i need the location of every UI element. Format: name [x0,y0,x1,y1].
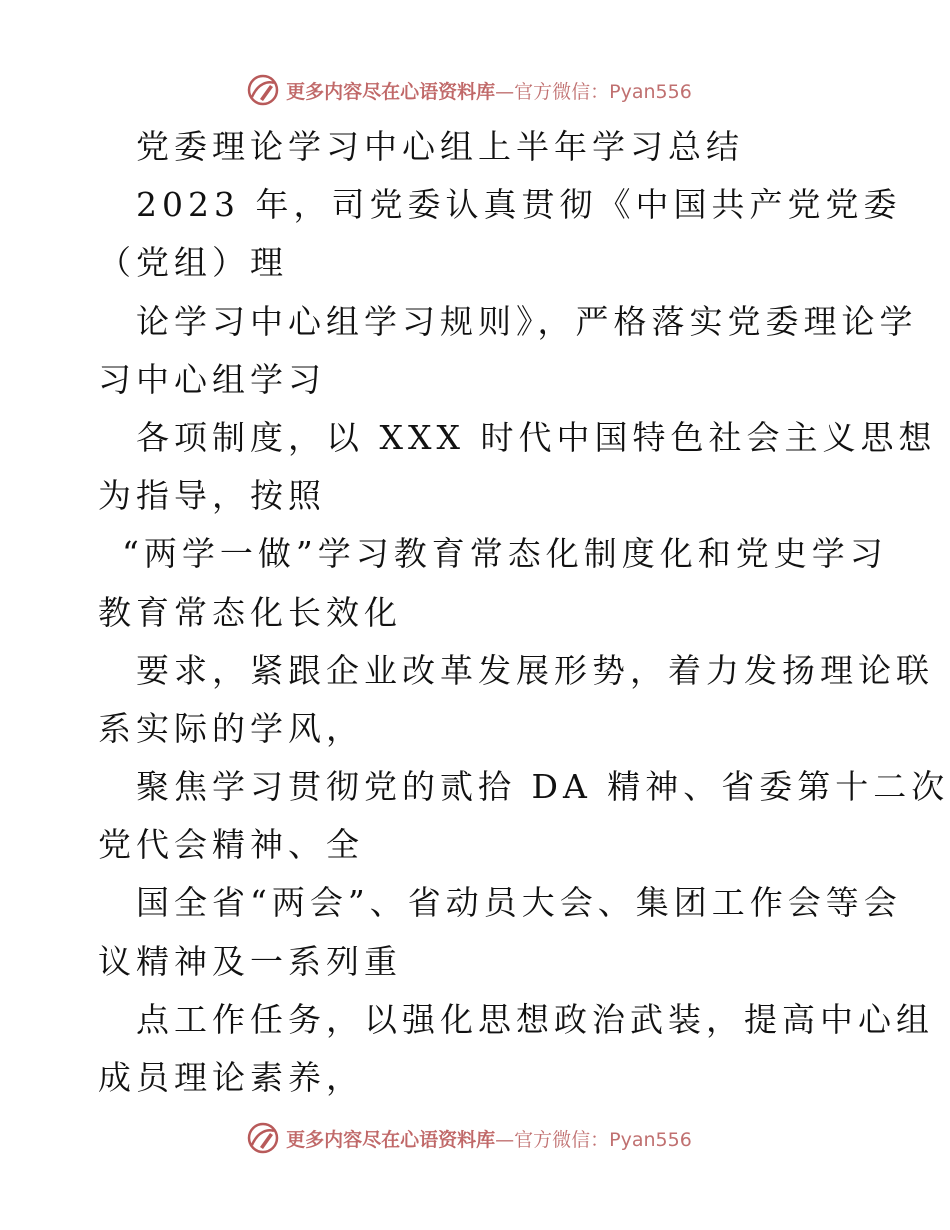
header-watermark-text [286,77,692,104]
document-body [98,118,950,1107]
pen-logo-icon [246,1121,280,1155]
footer-watermark-inner [246,1121,692,1155]
paragraph-line: 议精神及一系列重 [98,941,402,981]
paragraph-line: 成员理论素养， [98,1058,364,1097]
paragraph-line: 各项制度，以 XXX 时代中国特色社会主义思想 [136,417,937,457]
paragraph-line: （党组）理 [98,243,288,283]
document-title: 党委理论学习中心组上半年学习总结 [136,127,744,166]
paragraph-line: “两学一做”学习教育常态化制度化和党史学习 [122,534,888,574]
header-watermark-rest: —官方微信：Pyan556 [495,80,692,103]
paragraph-line: 系实际的学风， [98,708,364,748]
paragraph-line: 为指导，按照 [98,476,326,516]
footer-watermark-strong: 更多内容尽在心语资料库 [286,1128,496,1151]
paragraph-line: 要求，紧跟企业改革发展形势，着力发扬理论联 [136,650,934,690]
footer-watermark-banner [0,1118,950,1158]
paragraph-line: 党代会精神、全 [98,825,364,865]
footer-watermark-text [286,1125,692,1152]
paragraph-line: 论学习中心组学习规则》，严格落实党委理论学 [136,301,918,341]
footer-watermark-rest: —官方微信：Pyan556 [495,1128,692,1151]
header-watermark-banner [0,70,950,110]
header-watermark-inner [246,73,692,107]
paragraph-line: 教育常态化长效化 [98,592,402,632]
paragraph-line: 国全省“两会”、省动员大会、集团工作会等会 [136,883,902,923]
paragraph-line: 聚焦学习贯彻党的贰拾 DA 精神、省委第十二次 [136,767,950,807]
paragraph-line: 点工作任务，以强化思想政治武装，提高中心组 [136,999,934,1039]
paragraph-line: 习中心组学习 [98,359,326,399]
header-watermark-strong: 更多内容尽在心语资料库 [286,80,496,103]
paragraph-line: 2023 年，司党委认真贯彻《中国共产党党委 [136,185,902,225]
pen-logo-icon [246,73,280,107]
